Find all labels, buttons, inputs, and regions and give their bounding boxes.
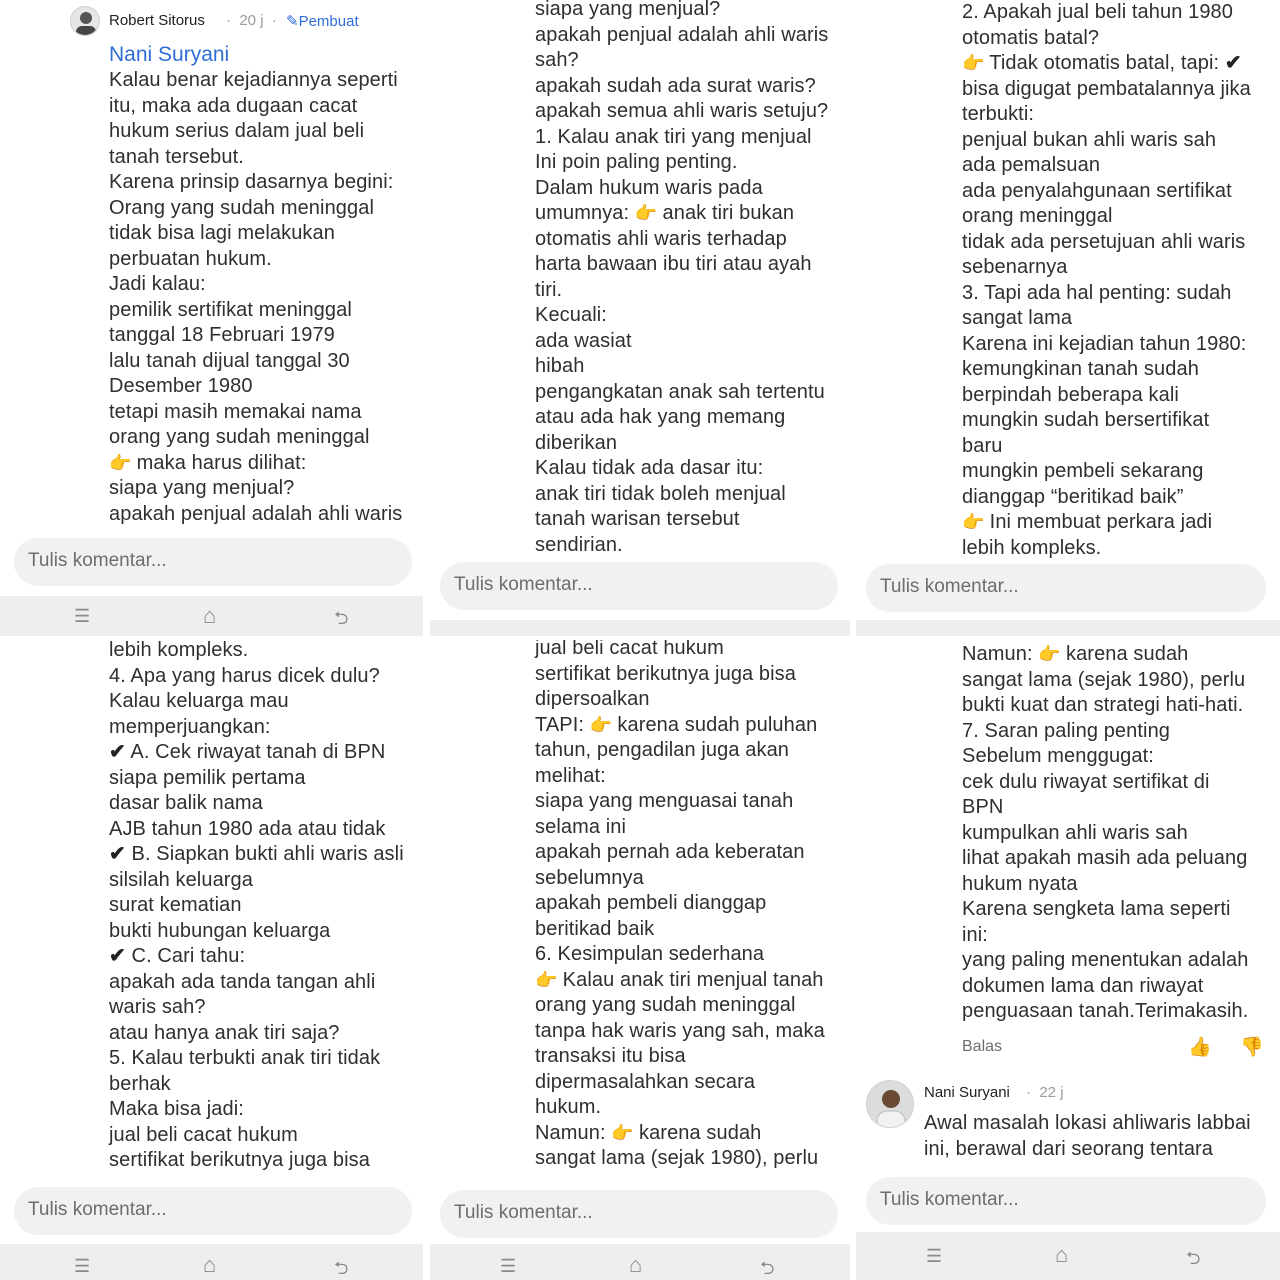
pencil-icon: ✎: [286, 13, 299, 30]
comment-line: mungkin sudah bersertifikat: [962, 409, 1210, 431]
comment-line: [535, 713, 850, 739]
comment-author[interactable]: Robert Sitorus: [109, 12, 205, 29]
comment-body: [109, 640, 423, 1174]
comment-line: bukti hubungan keluarga: [109, 919, 331, 942]
screenshot-panel-4: [0, 640, 423, 1280]
line-text: TAPI:: [535, 713, 585, 736]
line-text: maka harus dilihat:: [136, 451, 307, 474]
comment-placeholder: Tulis komentar...: [454, 574, 593, 595]
comment-line: ini:: [962, 923, 988, 946]
menu-icon[interactable]: ☰: [926, 1246, 943, 1266]
comment-line: memperjuangkan:: [109, 715, 271, 738]
comment-line: surat kematian: [109, 894, 242, 916]
comment-line: [109, 451, 423, 477]
comment-line: apakah semua ahli waris setuju?: [535, 100, 829, 122]
comment-line: Ini poin paling penting.: [535, 151, 738, 173]
comment-line: dipersoalkan: [535, 688, 650, 710]
comment-line: AJB tahun 1980 ada atau tidak: [109, 817, 386, 840]
comment-line: ada penyalahgunaan sertifikat: [962, 179, 1232, 202]
hand-pointing-icon: 👉: [535, 969, 558, 990]
comment-line: berhak: [109, 1072, 171, 1095]
comment-line: itu, maka ada dugaan cacat: [109, 94, 358, 117]
comment-line: lihat apakah masih ada peluang: [962, 847, 1248, 869]
like-icon[interactable]: 👍: [1188, 1037, 1212, 1058]
android-nav-bar: [856, 620, 1280, 636]
back-icon[interactable]: ⮌: [334, 608, 349, 628]
comment-line: selama ini: [535, 815, 627, 838]
home-icon[interactable]: ⌂: [629, 1252, 643, 1277]
comment-line: melihat:: [535, 764, 606, 787]
comment-time: [1026, 1084, 1064, 1101]
back-icon[interactable]: ⮌: [760, 1258, 775, 1278]
comment-line: pengangkatan anak sah tertentu: [535, 380, 825, 403]
comment-line: apakah pembeli dianggap: [535, 892, 767, 914]
comment-line: sangat lama (sejak 1980), perlu: [535, 1147, 819, 1169]
comment-line: 7. Saran paling penting: [962, 719, 1171, 742]
comment-line: tetapi masih memakai nama: [109, 400, 362, 423]
line-text: karena sudah: [638, 1121, 762, 1144]
checkmark-icon: ✔: [109, 741, 126, 763]
creator-label: Pembuat: [298, 13, 359, 30]
comment-input[interactable]: [440, 1190, 838, 1238]
checkmark-icon: ✔: [1224, 52, 1242, 74]
menu-icon[interactable]: ☰: [74, 606, 91, 626]
comment-line: [109, 842, 423, 868]
comment-line: hibah: [535, 355, 585, 377]
comment-line: mungkin pembeli sekarang: [962, 460, 1204, 482]
comment-line: Kalau benar kejadiannya seperti: [109, 69, 398, 91]
comment-line: Kalau keluarga mau: [109, 690, 289, 712]
comment-line: yang paling menentukan adalah: [962, 949, 1249, 971]
hand-pointing-icon: 👉: [589, 714, 613, 735]
comment-line: Karena prinsip dasarnya begini:: [109, 171, 394, 193]
comment-line: [962, 642, 1280, 668]
comment-line: siapa yang menjual?: [109, 477, 295, 499]
hand-pointing-icon: 👉: [962, 53, 985, 73]
home-icon[interactable]: ⌂: [203, 603, 217, 628]
comment-line: hukum nyata: [962, 872, 1078, 895]
comment-line: perbuatan hukum.: [109, 247, 272, 270]
line-text: C. Cari tahu:: [131, 945, 246, 967]
comment-line: anak tiri tidak boleh menjual: [535, 482, 786, 505]
comment-line: 2. Apakah jual beli tahun 1980: [962, 1, 1233, 23]
comment-line: tidak bisa lagi melakukan: [109, 222, 335, 244]
android-nav-bar: [430, 620, 850, 636]
comment-line: tahun, pengadilan juga akan: [535, 739, 790, 761]
comment-line: [109, 740, 423, 766]
comment-placeholder: Tulis komentar...: [880, 576, 1019, 597]
comment-line: terbukti:: [962, 103, 1035, 125]
android-nav-bar: [0, 1244, 423, 1280]
back-icon[interactable]: ⮌: [334, 1258, 349, 1278]
comment-input[interactable]: [440, 562, 838, 610]
creator-badge: [286, 12, 359, 30]
meta-dot: ·: [226, 12, 231, 29]
comment-input[interactable]: [14, 1187, 412, 1235]
comment-line: sangat lama (sejak 1980), perlu: [962, 668, 1246, 691]
comment-line: ada wasiat: [535, 329, 632, 352]
comment-line: otomatis batal?: [962, 26, 1100, 49]
comment-placeholder: Tulis komentar...: [880, 1189, 1019, 1210]
comment-line: Orang yang sudah meninggal: [109, 196, 375, 219]
comment-line: jual beli cacat hukum: [535, 640, 724, 659]
comment-line: harta bawaan ibu tiri atau ayah: [535, 253, 812, 275]
hand-pointing-icon: 👉: [109, 452, 132, 473]
avatar[interactable]: [70, 6, 100, 36]
menu-icon[interactable]: ☰: [74, 1256, 91, 1276]
comment-line: tanpa hak waris yang sah, maka: [535, 1019, 825, 1042]
comment-line: Kecuali:: [535, 304, 607, 326]
comment-line: lebih kompleks.: [962, 536, 1102, 559]
comment-input[interactable]: [866, 1177, 1266, 1225]
comment-input[interactable]: [866, 564, 1266, 612]
screenshot-panel-1: [0, 0, 423, 636]
comment-line: 1. Kalau anak tiri yang menjual: [535, 125, 812, 148]
comment-time: [226, 12, 277, 29]
comment-line: ini, berawal dari seorang tentara: [924, 1137, 1214, 1160]
line-text: A. Cek riwayat tanah di BPN: [130, 741, 386, 763]
time-label: 20 j: [239, 12, 264, 29]
comment-line: [109, 944, 423, 970]
hand-pointing-icon: 👉: [1038, 644, 1061, 664]
comment-line: diberikan: [535, 431, 618, 454]
comment-body: [535, 640, 850, 1172]
dislike-icon[interactable]: 👎: [1240, 1037, 1264, 1058]
comment-line: dokumen lama dan riwayat: [962, 974, 1204, 997]
line-text: B. Siapkan bukti ahli waris asli: [131, 843, 404, 865]
line-text: karena sudah: [1065, 643, 1189, 665]
comment-line: jual beli cacat hukum: [109, 1123, 298, 1146]
comment-line: [535, 1121, 850, 1147]
comment-placeholder: Tulis komentar...: [28, 1199, 167, 1220]
comment-line: [535, 201, 850, 227]
comment-line: Kalau tidak ada dasar itu:: [535, 457, 764, 479]
reply-button[interactable]: Balas: [962, 1038, 1003, 1055]
comment-line: penguasaan tanah.Terimakasih.: [962, 1000, 1249, 1022]
comment-line: baru: [962, 434, 1003, 457]
screenshot-panel-5: [430, 640, 850, 1280]
comment-line: beritikad baik: [535, 917, 655, 940]
comment-line: Karena ini kejadian tahun 1980:: [962, 332, 1247, 355]
mention-link[interactable]: Nani Suryani: [109, 43, 230, 66]
comment-body: [109, 68, 423, 527]
comment-line: siapa pemilik pertama: [109, 766, 306, 789]
comment-line: Karena sengketa lama seperti: [962, 898, 1231, 920]
comment-line: sertifikat berikutnya juga bisa: [109, 1149, 371, 1171]
comment-line: [962, 510, 1280, 536]
collage-divider: [850, 0, 856, 1280]
comment-line: kumpulkan ahli waris sah: [962, 821, 1188, 844]
hand-pointing-icon: 👉: [634, 203, 658, 223]
hand-pointing-icon: 👉: [611, 1122, 634, 1143]
screenshot-panel-3: [856, 0, 1280, 636]
checkmark-icon: ✔: [109, 843, 126, 865]
comment-line: 5. Kalau terbukti anak tiri tidak: [109, 1047, 381, 1069]
android-nav-bar: [430, 1244, 850, 1280]
comment-line: tiri.: [535, 278, 563, 301]
line-text: Tidak otomatis batal, tapi:: [989, 52, 1220, 74]
comment-line: tanggal 18 Februari 1979: [109, 324, 335, 346]
comment-line: Dalam hukum waris pada: [535, 176, 763, 199]
android-nav-bar: [856, 1232, 1280, 1280]
comment-line: otomatis ahli waris terhadap: [535, 227, 787, 250]
comment-line: dianggap “beritikad baik”: [962, 485, 1184, 508]
collage-divider: [424, 0, 430, 1280]
comment-line: apakah penjual adalah ahli waris: [535, 23, 829, 46]
comment-line: BPN: [962, 796, 1004, 818]
menu-icon[interactable]: ☰: [500, 1256, 517, 1276]
line-text: anak tiri bukan: [662, 202, 795, 224]
comment-line: Desember 1980: [109, 375, 253, 397]
comment-line: atau ada hak yang memang: [535, 406, 786, 428]
screenshot-panel-6: [856, 640, 1280, 1280]
comment-line: transaksi itu bisa: [535, 1045, 686, 1067]
checkmark-icon: ✔: [109, 945, 126, 967]
meta-dot: ·: [271, 12, 277, 29]
comment-line: sendirian.: [535, 533, 623, 556]
comment-line: Awal masalah lokasi ahliwaris labbai: [924, 1112, 1251, 1134]
line-text: Kalau anak tiri menjual tanah: [562, 968, 824, 991]
comment-line: apakah penjual adalah ahli waris: [109, 502, 403, 525]
comment-line: bisa digugat pembatalannya jika: [962, 77, 1251, 100]
comment-body: [962, 0, 1280, 561]
comment-line: apakah ada tanda tangan ahli: [109, 970, 376, 993]
comment-author[interactable]: Nani Suryani: [924, 1084, 1010, 1101]
comment-line: apakah sudah ada surat waris?: [535, 74, 816, 97]
comment-line: penjual bukan ahli waris sah: [962, 128, 1217, 151]
back-icon[interactable]: ⮌: [1186, 1248, 1201, 1268]
comment-line: atau hanya anak tiri saja?: [109, 1021, 340, 1044]
comment-line: apakah pernah ada keberatan: [535, 841, 805, 863]
comment-line: Jadi kalau:: [109, 273, 206, 295]
avatar[interactable]: [866, 1080, 914, 1128]
comment-line: siapa yang menguasai tanah: [535, 790, 794, 812]
comment-line: [535, 968, 850, 994]
comment-line: 4. Apa yang harus dicek dulu?: [109, 664, 380, 687]
comment-line: tanah tersebut.: [109, 145, 244, 168]
line-text: Namun:: [962, 643, 1033, 665]
time-label: 22 j: [1039, 1084, 1064, 1101]
comment-line: siapa yang menjual?: [535, 0, 721, 20]
comment-line: sebelumnya: [535, 866, 644, 889]
comment-placeholder: Tulis komentar...: [454, 1202, 593, 1223]
comment-line: hukum.: [535, 1096, 602, 1118]
line-text: umumnya:: [535, 202, 630, 224]
comment-line: tidak ada persetujuan ahli waris: [962, 230, 1246, 253]
comment-line: berpindah beberapa kali: [962, 383, 1179, 406]
line-text: Ini membuat perkara jadi: [989, 511, 1213, 533]
comment-body: [962, 642, 1280, 1025]
comment-line: ada pemalsuan: [962, 154, 1101, 176]
comment-line: kemungkinan tanah sudah: [962, 358, 1199, 380]
android-nav-bar: [0, 596, 423, 636]
comment-line: pemilik sertifikat meninggal: [109, 298, 352, 321]
comment-line: lebih kompleks.: [109, 640, 249, 661]
comment-line: sah?: [535, 49, 579, 71]
comment-line: orang meninggal: [962, 205, 1113, 227]
comment-line: hukum serius dalam jual beli: [109, 120, 365, 142]
comment-line: silsilah keluarga: [109, 868, 253, 891]
comment-line: 6. Kesimpulan sederhana: [535, 943, 765, 965]
comment-line: orang yang sudah meninggal: [535, 994, 796, 1016]
comment-line: tanah warisan tersebut: [535, 508, 740, 530]
comment-input[interactable]: [14, 538, 412, 586]
comment-line: Maka bisa jadi:: [109, 1098, 244, 1120]
collage-divider: [0, 636, 1280, 640]
meta-dot: ·: [1026, 1084, 1031, 1101]
screenshot-panel-2: [430, 0, 850, 636]
home-icon[interactable]: ⌂: [1055, 1242, 1069, 1267]
line-text: karena sudah puluhan: [617, 713, 818, 736]
comment-line: cek dulu riwayat sertifikat di: [962, 770, 1210, 793]
comment-body: [924, 1111, 1280, 1162]
comment-line: dipermasalahkan secara: [535, 1070, 756, 1093]
comment-line: sertifikat berikutnya juga bisa: [535, 662, 797, 685]
line-text: Namun:: [535, 1121, 606, 1144]
comment-line: 3. Tapi ada hal penting: sudah: [962, 281, 1232, 304]
comment-body: [535, 0, 850, 558]
comment-placeholder: Tulis komentar...: [28, 550, 167, 571]
comment-line: orang yang sudah meninggal: [109, 426, 370, 448]
hand-pointing-icon: 👉: [962, 512, 985, 532]
comment-line: sebenarnya: [962, 256, 1068, 278]
comment-line: lalu tanah dijual tanggal 30: [109, 349, 350, 372]
comment-line: [962, 51, 1280, 77]
comment-line: dasar balik nama: [109, 792, 263, 814]
comment-line: Sebelum menggugat:: [962, 745, 1154, 767]
comment-line: bukti kuat dan strategi hati-hati.: [962, 694, 1244, 716]
comment-line: waris sah?: [109, 996, 206, 1018]
comment-line: sangat lama: [962, 307, 1073, 329]
home-icon[interactable]: ⌂: [203, 1252, 217, 1277]
